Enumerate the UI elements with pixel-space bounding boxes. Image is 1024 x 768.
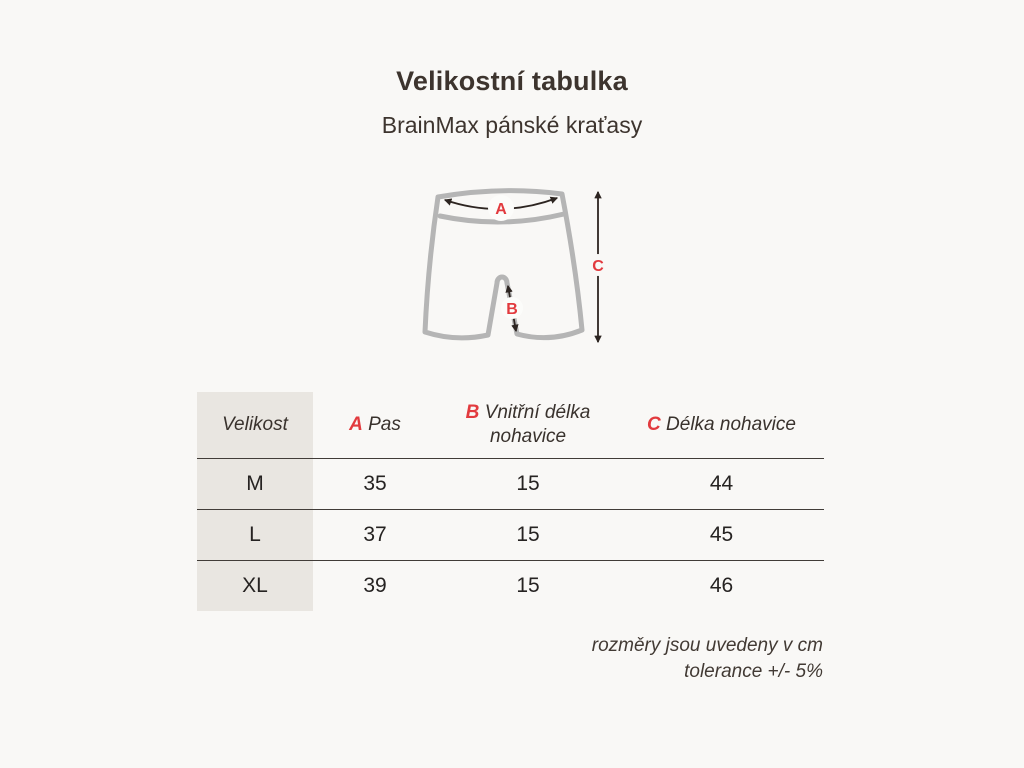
diagram-label-c: C [592, 258, 604, 275]
header-label-c: Délka nohavice [666, 414, 796, 436]
footnote [592, 633, 823, 684]
value-cell-c: 44 [709, 472, 734, 495]
value-cell-a: 37 [363, 523, 387, 546]
header-cell-size [197, 392, 313, 458]
header-cell-a-pas [313, 413, 437, 437]
header-cell-c-length [619, 413, 824, 437]
header-letter-c: C [647, 414, 661, 436]
size-column-title: Velikost [222, 414, 288, 436]
size-cell: L [197, 510, 313, 560]
value-cell-b: 15 [516, 472, 540, 495]
value-cell-a: 35 [363, 472, 387, 495]
size-cell: M [197, 459, 313, 509]
size-cell: XL [197, 561, 313, 611]
value-cell-b: 15 [516, 574, 540, 597]
header-letter-a: A [349, 414, 363, 436]
table-row-xl [197, 561, 824, 611]
value-cell-a: 39 [363, 574, 387, 597]
header-label-b: Vnitřní délka nohavice [484, 402, 591, 447]
size-table [197, 392, 824, 611]
header-letter-b: B [465, 402, 480, 424]
header-label-a: Pas [368, 414, 401, 436]
page-subtitle: BrainMax pánské kraťasy [381, 112, 643, 138]
value-cell-b: 15 [516, 523, 540, 546]
shorts-measurement-diagram [400, 172, 630, 367]
diagram-label-a: A [495, 201, 507, 218]
table-row-l [197, 510, 824, 561]
value-cell-c: 45 [709, 523, 734, 546]
value-cell-c: 46 [709, 574, 734, 597]
table-row-m [197, 459, 824, 510]
page-title: Velikostní tabulka [396, 66, 628, 96]
size-table-header-row [197, 392, 824, 459]
diagram-label-b: B [506, 301, 518, 318]
footnote-line-units: rozměry jsou uvedeny v cm [591, 635, 823, 656]
footnote-line-tolerance: tolerance +/- 5% [684, 660, 823, 682]
header-cell-b-inner-length [437, 401, 619, 449]
